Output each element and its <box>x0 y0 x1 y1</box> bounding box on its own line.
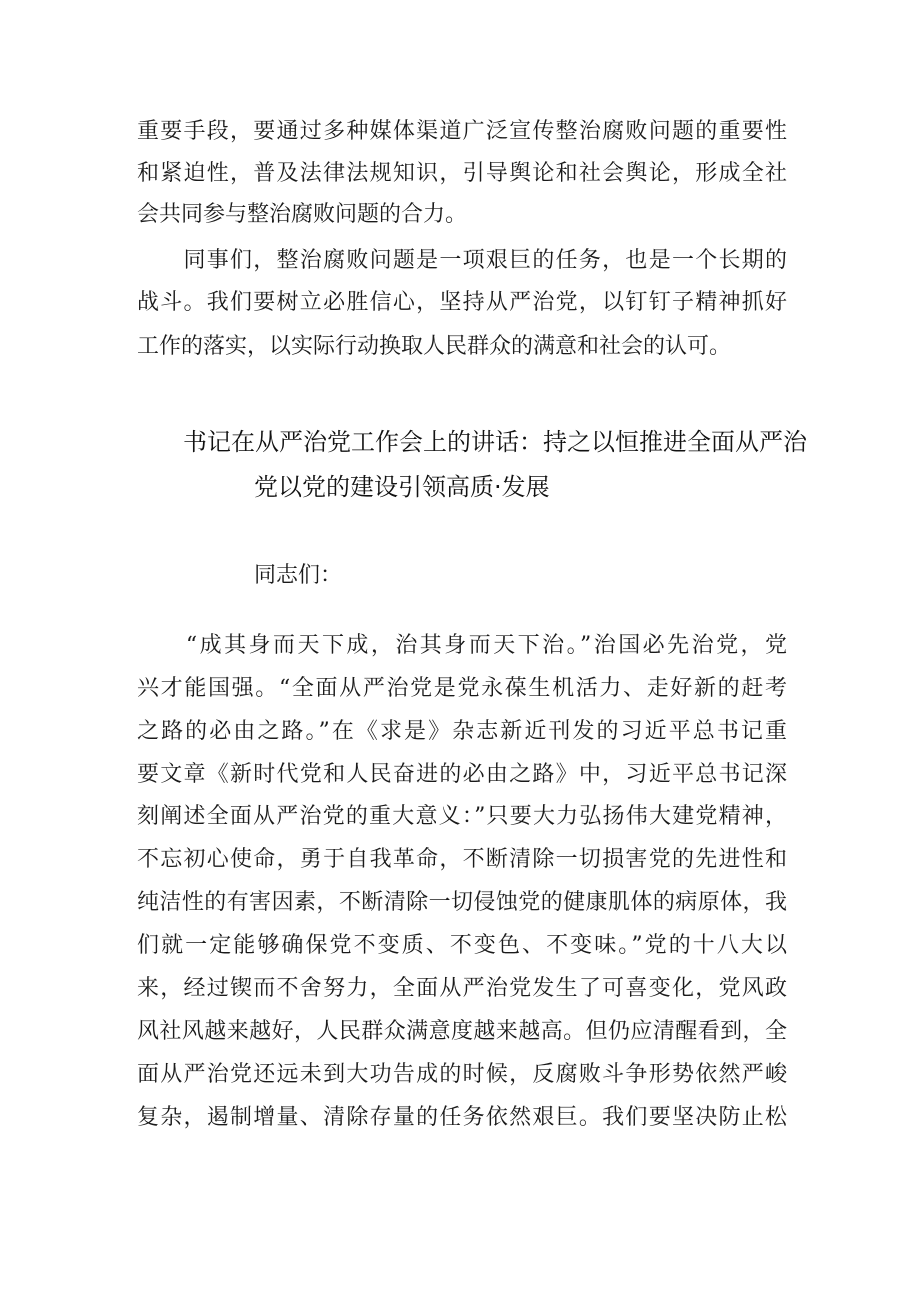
text-line: 和紧迫性，普及法律法规知识，引导舆论和社会舆论，形成全社 <box>137 161 787 186</box>
text-line: 兴才能国强。“全面从严治党是党永葆生机活力、走好新的赶考 <box>137 676 787 701</box>
text-line: 复杂，遏制增量、清除存量的任务依然艰巨。我们要坚决防止松 <box>137 1105 787 1130</box>
text-line: 们就一定能够确保党不变质、不变色、不变味。”党的十八大以 <box>137 933 787 958</box>
text-line: “成其身而天下成，治其身而天下治。”治国必先治党，党 <box>137 633 787 658</box>
text-line: 之路的必由之路。”在《求是》杂志新近刊发的习近平总书记重 <box>137 719 787 744</box>
text-line: 来，经过锲而不舍努力，全面从严治党发生了可喜变化，党风政 <box>137 976 787 1001</box>
title-line: 书记在从严治党工作会上的讲话：持之以恒推进全面从严治 <box>183 428 807 456</box>
text-line: 刻阐述全面从严治党的重大意义：”只要大力弘扬伟大建党精神， <box>137 804 787 829</box>
text-line: 面从严治党还远未到大功告成的时候，反腐败斗争形势依然严峻 <box>137 1062 787 1087</box>
text-line: 不忘初心使命，勇于自我革命，不断清除一切损害党的先进性和 <box>137 847 787 872</box>
title-line: 党以党的建设引领高质·发展 <box>254 473 550 501</box>
salutation: 同志们： <box>254 563 343 588</box>
text-line: 同事们，整治腐败问题是一项艰巨的任务，也是一个长期的 <box>137 248 787 273</box>
text-line: 风社风越来越好，人民群众满意度越来越高。但仍应清醒看到，全 <box>137 1019 787 1044</box>
text-line: 纯洁性的有害因素，不断清除一切侵蚀党的健康肌体的病原体，我 <box>137 890 787 915</box>
text-line: 战斗。我们要树立必胜信心，坚持从严治党，以钉钉子精神抓好 <box>137 290 787 315</box>
text-line: 要文章《新时代党和人民奋进的必由之路》中，习近平总书记深 <box>137 762 787 787</box>
text-line: 会共同参与整治腐败问题的合力。 <box>137 202 468 227</box>
text-line: 工作的落实，以实际行动换取人民群众的满意和社会的认可。 <box>137 334 732 359</box>
text-line: 重要手段，要通过多种媒体渠道广泛宣传整治腐败问题的重要性 <box>137 119 787 144</box>
